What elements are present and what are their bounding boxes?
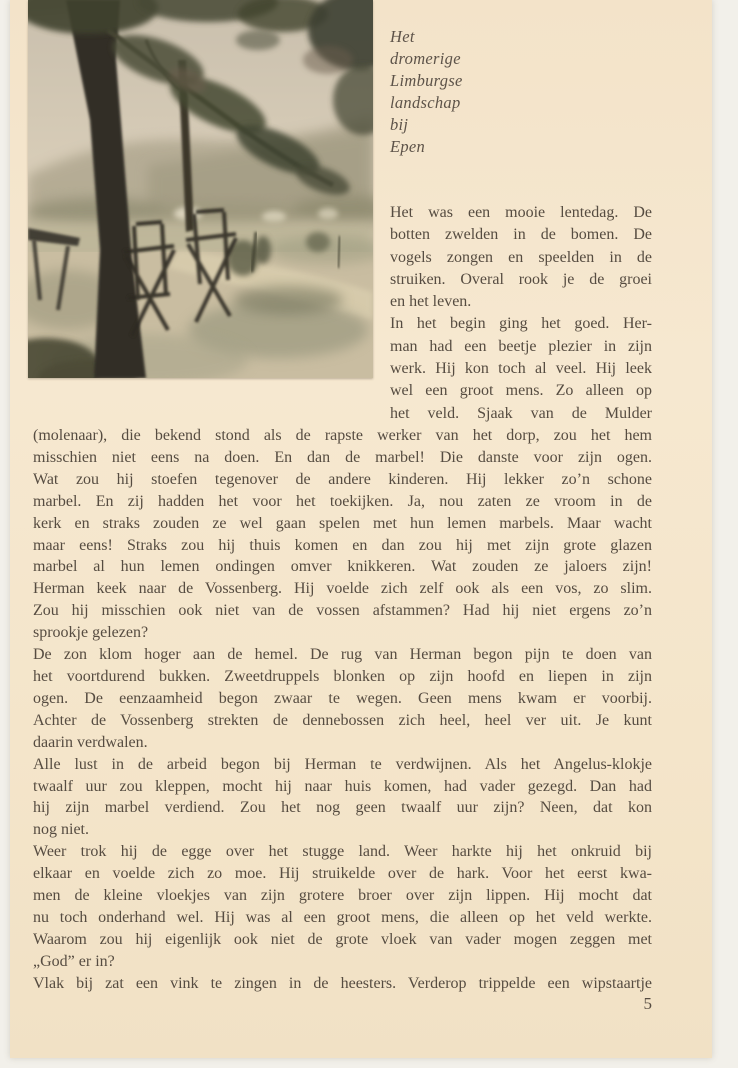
column-line: wel een groot mens. Zo alleen op bbox=[390, 382, 652, 400]
column-line: botten zwelden in de bomen. De bbox=[390, 226, 652, 244]
column-line: en het leven. bbox=[390, 293, 472, 311]
body-line: Weer trok hij de egge over het stugge land. Weer harkte hij het onkruid bij bbox=[33, 843, 652, 861]
column-line: In het begin ging het goed. Her- bbox=[390, 315, 652, 333]
body-line: men de kleine vloekjes van zijn grotere broer over zijn lippen. Hij mocht dat bbox=[33, 887, 652, 905]
body-line: maar eens! Straks zou hij thuis komen en dan zou hij met zijn grote glazen bbox=[33, 536, 652, 554]
body-line: (molenaar), die bekend stond als de rapste werker van het dorp, zou het hem bbox=[33, 427, 652, 444]
column-line: Het was een mooie lentedag. De bbox=[390, 204, 652, 221]
caption-line: Het bbox=[390, 27, 415, 46]
column-line: struiken. Overal rook je de groei bbox=[390, 270, 652, 288]
epen-landscape-photo bbox=[28, 0, 373, 378]
intro-column bbox=[390, 202, 652, 425]
body-line: twaalf uur zou kleppen, mocht hij naar huis komen, had vader gezegd. Dan had bbox=[33, 777, 652, 795]
column-line: het veld. Sjaak van de Mulder bbox=[390, 404, 652, 422]
column-line: vogels zongen en speelden in de bbox=[390, 248, 652, 266]
body-line: Zou hij misschien ook niet van de vossen afstammen? Had hij niet ergens zo’n bbox=[33, 602, 652, 620]
caption-line: Limburgse bbox=[390, 71, 463, 90]
body-line: elkaar en voelde zich zo moe. Hij struikelde over de hark. Voor het eerst kwa- bbox=[33, 865, 652, 883]
caption-line: Epen bbox=[390, 137, 426, 156]
body-line: kerk en straks zouden ze wel gaan spelen met hun lemen marbels. Maar wacht bbox=[33, 514, 652, 532]
caption-line: landschap bbox=[390, 93, 461, 112]
body-line: sprookje gelezen? bbox=[33, 624, 149, 642]
body-line: Vlak bij zat een vink te zingen in de heesters. Verderop trippelde een wipstaartje bbox=[33, 974, 652, 992]
body-line: Alle lust in de arbeid begon bij Herman te verdwijnen. Als het Angelus-klokje bbox=[33, 755, 652, 773]
body-line: marbel. En zij hadden het voor het toekijken. Ja, nou zaten ze vroom in de bbox=[33, 492, 652, 510]
body-line: „God” er in? bbox=[33, 952, 115, 970]
body-line: marbel al hun lemen ondingen omver knikkeren. Wat zouden ze jaloers zijn! bbox=[33, 558, 652, 576]
body-line: De zon klom hoger aan de hemel. De rug van Herman begon pijn te doen van bbox=[33, 646, 652, 664]
body-line: Achter de Vossenberg strekten de dennebossen zich heel, heel ver uit. Je kunt bbox=[33, 711, 652, 729]
page-number: 5 bbox=[643, 994, 652, 1013]
body-line: daarin verdwalen. bbox=[33, 733, 148, 751]
column-line: werk. Hij kon toch al veel. Hij leek bbox=[390, 360, 652, 378]
body-line: hij zijn marbel verdiend. Zou het nog geen twaalf uur zijn? Neen, dat kon bbox=[33, 799, 652, 817]
body-line: misschien niet eens na doen. En dan de marbel! Die danste voor zijn ogen. bbox=[33, 448, 652, 466]
caption-line: dromerige bbox=[390, 49, 461, 68]
body-line: nog niet. bbox=[33, 821, 89, 839]
body-line: het voortdurend bukken. Zweetdruppels blonken op zijn hoofd en liepen in zijn bbox=[33, 667, 652, 685]
body-line: Wat zou hij stoefen tegenover de andere kinderen. Hij lekker zo’n schone bbox=[33, 470, 652, 488]
column-line: man had een beetje plezier in zijn bbox=[390, 337, 652, 355]
body-text bbox=[33, 425, 652, 995]
caption-line: bij bbox=[390, 115, 409, 134]
body-line: nu toch onderhand wel. Hij was al een groot mens, die alleen op het veld werkte. bbox=[33, 908, 652, 926]
photo-caption bbox=[390, 26, 652, 158]
body-line: Waarom zou hij eigenlijk ook niet de grote vloek van vader mogen zeggen met bbox=[33, 930, 652, 948]
body-line: Herman keek naar de Vossenberg. Hij voelde zich zelf ook als een vos, zo slim. bbox=[33, 580, 652, 598]
body-line: ogen. De eenzaamheid begon zwaar te wegen. Geen mens kwam er voorbij. bbox=[33, 689, 652, 707]
book-page bbox=[10, 0, 712, 1058]
